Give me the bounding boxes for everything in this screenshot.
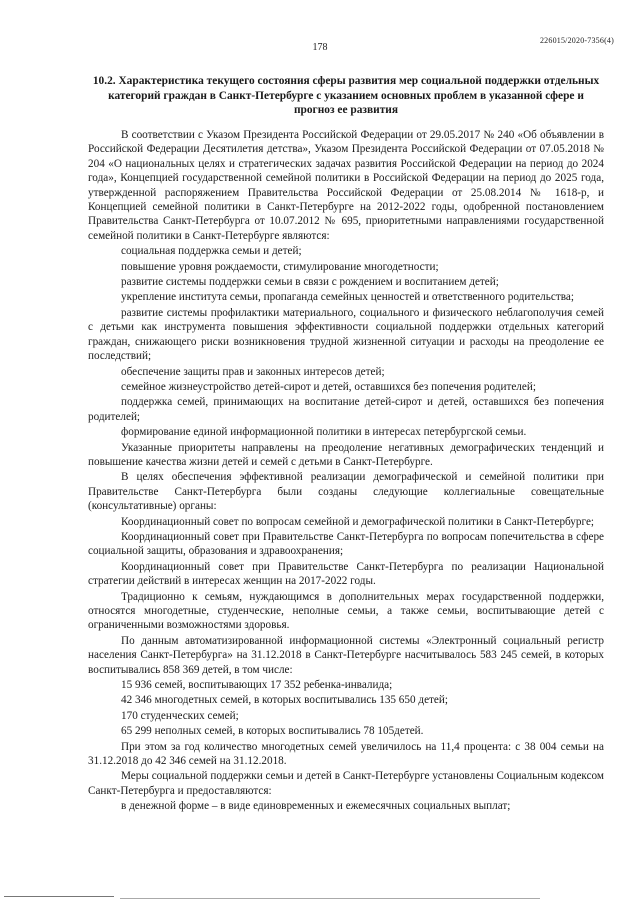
list-item: укрепление института семьи, пропаганда семейных ценностей и ответственного родительства; (121, 291, 574, 304)
list-item: социальная поддержка семьи и детей; (121, 245, 302, 258)
list-item: развитие системы поддержки семьи в связи с рождением и воспитанием детей; (121, 276, 499, 289)
list-item: Координационный совет при Правительстве Санкт-Петербурга по вопросам попечительства в сфере социальной защиты, образования и здравоохранения; (88, 530, 604, 558)
scan-artifact-line (4, 896, 114, 897)
section-title: 10.2. Характеристика текущего состояния сферы развития мер социальной поддержки отдельных категорий граждан в Санкт-Петербурге с указанием основных проблем в указанной сфере и прогноз ее развития (92, 75, 600, 116)
list-item: 65 299 неполных семей, в которых воспитывались 78 105детей. (121, 725, 424, 738)
scan-artifact-line (120, 898, 540, 899)
list-item: семейное жизнеустройство детей-сирот и детей, оставшихся без попечения родителей; (121, 380, 536, 393)
paragraph: Меры социальной поддержки семьи и детей в Санкт-Петербурге установлены Социальным кодексом Санкт-Петербурга и предоставляются: (88, 770, 604, 797)
paragraph: Указанные приоритеты направлены на преодоление негативных демографических тенденций и повышение качества жизни детей и семей с детьми в Санкт-Петербурге. (88, 441, 604, 468)
list-item: развитие системы профилактики материального, социального и физического неблагополучия семей с детьми как инструмента повышения эффективности социальной поддержки отдельных категорий граждан, снижающего риски возникновения трудной жизненной ситуации и расходы на преодоление ее последствий; (88, 306, 604, 363)
list-item: 15 936 семей, воспитывающих 17 352 ребенка-инвалида; (121, 679, 393, 692)
list-item: Координационный совет по вопросам семейной и демографической политики в Санкт-Петербурге; (121, 515, 595, 528)
document-id: 226015/2020-7356(4) (539, 36, 614, 45)
paragraph: В целях обеспечения эффективной реализации демографической и семейной политики при Правительстве Санкт-Петербурга были созданы следующие коллегиальные совещательные (консультативные) органы: (88, 471, 604, 513)
list-item: 170 студенческих семей; (121, 709, 239, 722)
list-item: в денежной форме – в виде единовременных и ежемесячных социальных выплат; (121, 800, 511, 813)
list-item: формирование единой информационной политики в интересах петербургской семьи. (121, 426, 527, 439)
list-item: обеспечение защиты прав и законных интересов детей; (121, 365, 385, 378)
list-item: поддержка семей, принимающих на воспитание детей-сирот и детей, оставшихся без попечения родителей; (88, 396, 604, 423)
paragraph: Традиционно к семьям, нуждающимся в дополнительных мерах государственной поддержки, относятся многодетные, студенческие, неполные семьи, а также семьи, воспитывающие детей с ограниченными возможностями здоровья. (88, 590, 604, 632)
body-text (88, 128, 604, 815)
paragraph: При этом за год количество многодетных семей увеличилось на 11,4 процента: с 38 004 семьи на 31.12.2018 до 42 346 семей на 31.12.2018. (88, 740, 604, 768)
page-number: 178 (312, 42, 328, 53)
list-item: 42 346 многодетных семей, в которых воспитывались 135 650 детей; (121, 694, 448, 707)
paragraph: По данным автоматизированной информационной системы «Электронный социальный регистр населения Санкт-Петербурга» на 31.12.2018 в Санкт-Петербурге насчитывалось 583 245 семей, в которых воспитывались 858 369 детей, в том числе: (88, 634, 604, 676)
list-item: повышение уровня рождаемости, стимулирование многодетности; (121, 260, 439, 273)
paragraph: В соответствии с Указом Президента Российской Федерации от 29.05.2017 № 240 «Об объявлении в Российской Федерации Десятилетия детства», Указом Президента Российской Федерации от 07.05.2018 № 204 «О национальных целях и стратегических задачах развития Российской Федерации на период до 2024 года», Концепцией государственной семейной политики в Российской Федерации на период до 2025 года, утвержденной распоряжением Правительства Российской Федерации от 25.08.2014 № 1618-р, и Концепцией семейной политики в Санкт-Петербурге на 2012-2022 годы, одобренной постановлением Правительства Санкт-Петербурга от 10.07.2012 № 695, приоритетными направлениями государственной семейной политики в Санкт-Петербурге являются: (88, 129, 604, 242)
list-item: Координационный совет при Правительстве Санкт-Петербурга по реализации Национальной стратегии действий в интересах женщин на 2017-2022 годы. (88, 560, 604, 588)
